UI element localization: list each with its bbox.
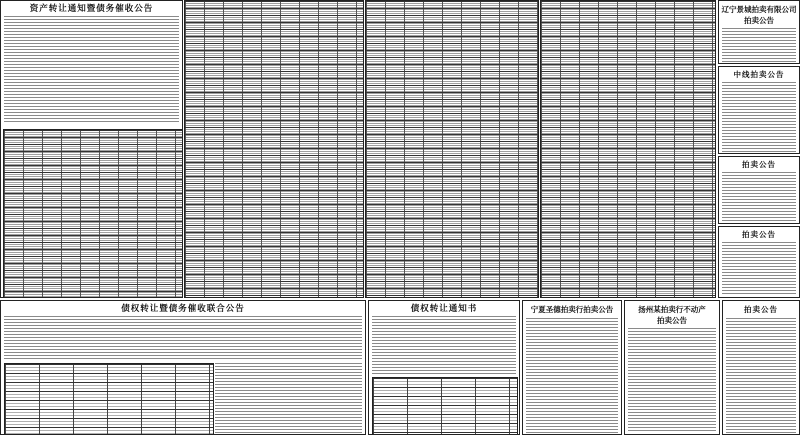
notice-body-text [4,16,179,124]
notice-title: 债权转让通知书 [410,304,478,314]
debt-table [184,0,364,298]
notice-title: 拍卖公告 [742,160,776,169]
notice-liaoning [718,0,800,64]
debt-table-block-2 [365,0,539,298]
notice-body-text [722,28,796,62]
notice-body-text [372,316,516,374]
notice-title: 扬州某拍卖行不动产 [638,305,706,314]
debt-table [540,0,716,298]
notice-auction-1 [718,156,800,224]
notice-title: 资产转让通知暨债务催收公告 [29,4,154,14]
notice-zhonghe [718,66,800,154]
debt-table-block-1 [184,0,364,298]
notice-ningxia [522,300,622,435]
notice-table [3,129,183,298]
notice-title: 宁夏圣德拍卖行拍卖公告 [530,305,614,314]
notice-body-text [726,318,796,433]
notice-title: 辽宁景城拍卖有限公司 [721,5,797,14]
notice-auction-2 [718,226,800,298]
notice-table-remarks [215,363,362,433]
notice-body-text [722,172,796,222]
debt-table [365,0,539,298]
notice-table [4,363,214,435]
notice-title: 中线拍卖公告 [733,70,785,79]
notice-yangzhou [624,300,720,435]
notice-body-text [722,82,796,152]
notice-title: 拍卖公告 [742,230,776,239]
notice-body-text [628,328,716,433]
notice-title: 债权转让暨债务催收联合公告 [121,304,245,314]
notice-body-text [4,316,362,360]
notice-title: 拍卖公告 [744,305,778,314]
notice-asset-transfer [0,0,183,298]
notice-table [372,377,518,435]
notice-transfer [368,300,520,435]
debt-table-block-3 [540,0,716,298]
notice-body-text [526,318,618,433]
notice-debt-rights [0,300,366,435]
notice-auction-3 [722,300,800,435]
notice-body-text [722,242,796,296]
notice-subtitle: 拍卖公告 [744,16,774,25]
notice-subtitle: 拍卖公告 [657,316,687,325]
